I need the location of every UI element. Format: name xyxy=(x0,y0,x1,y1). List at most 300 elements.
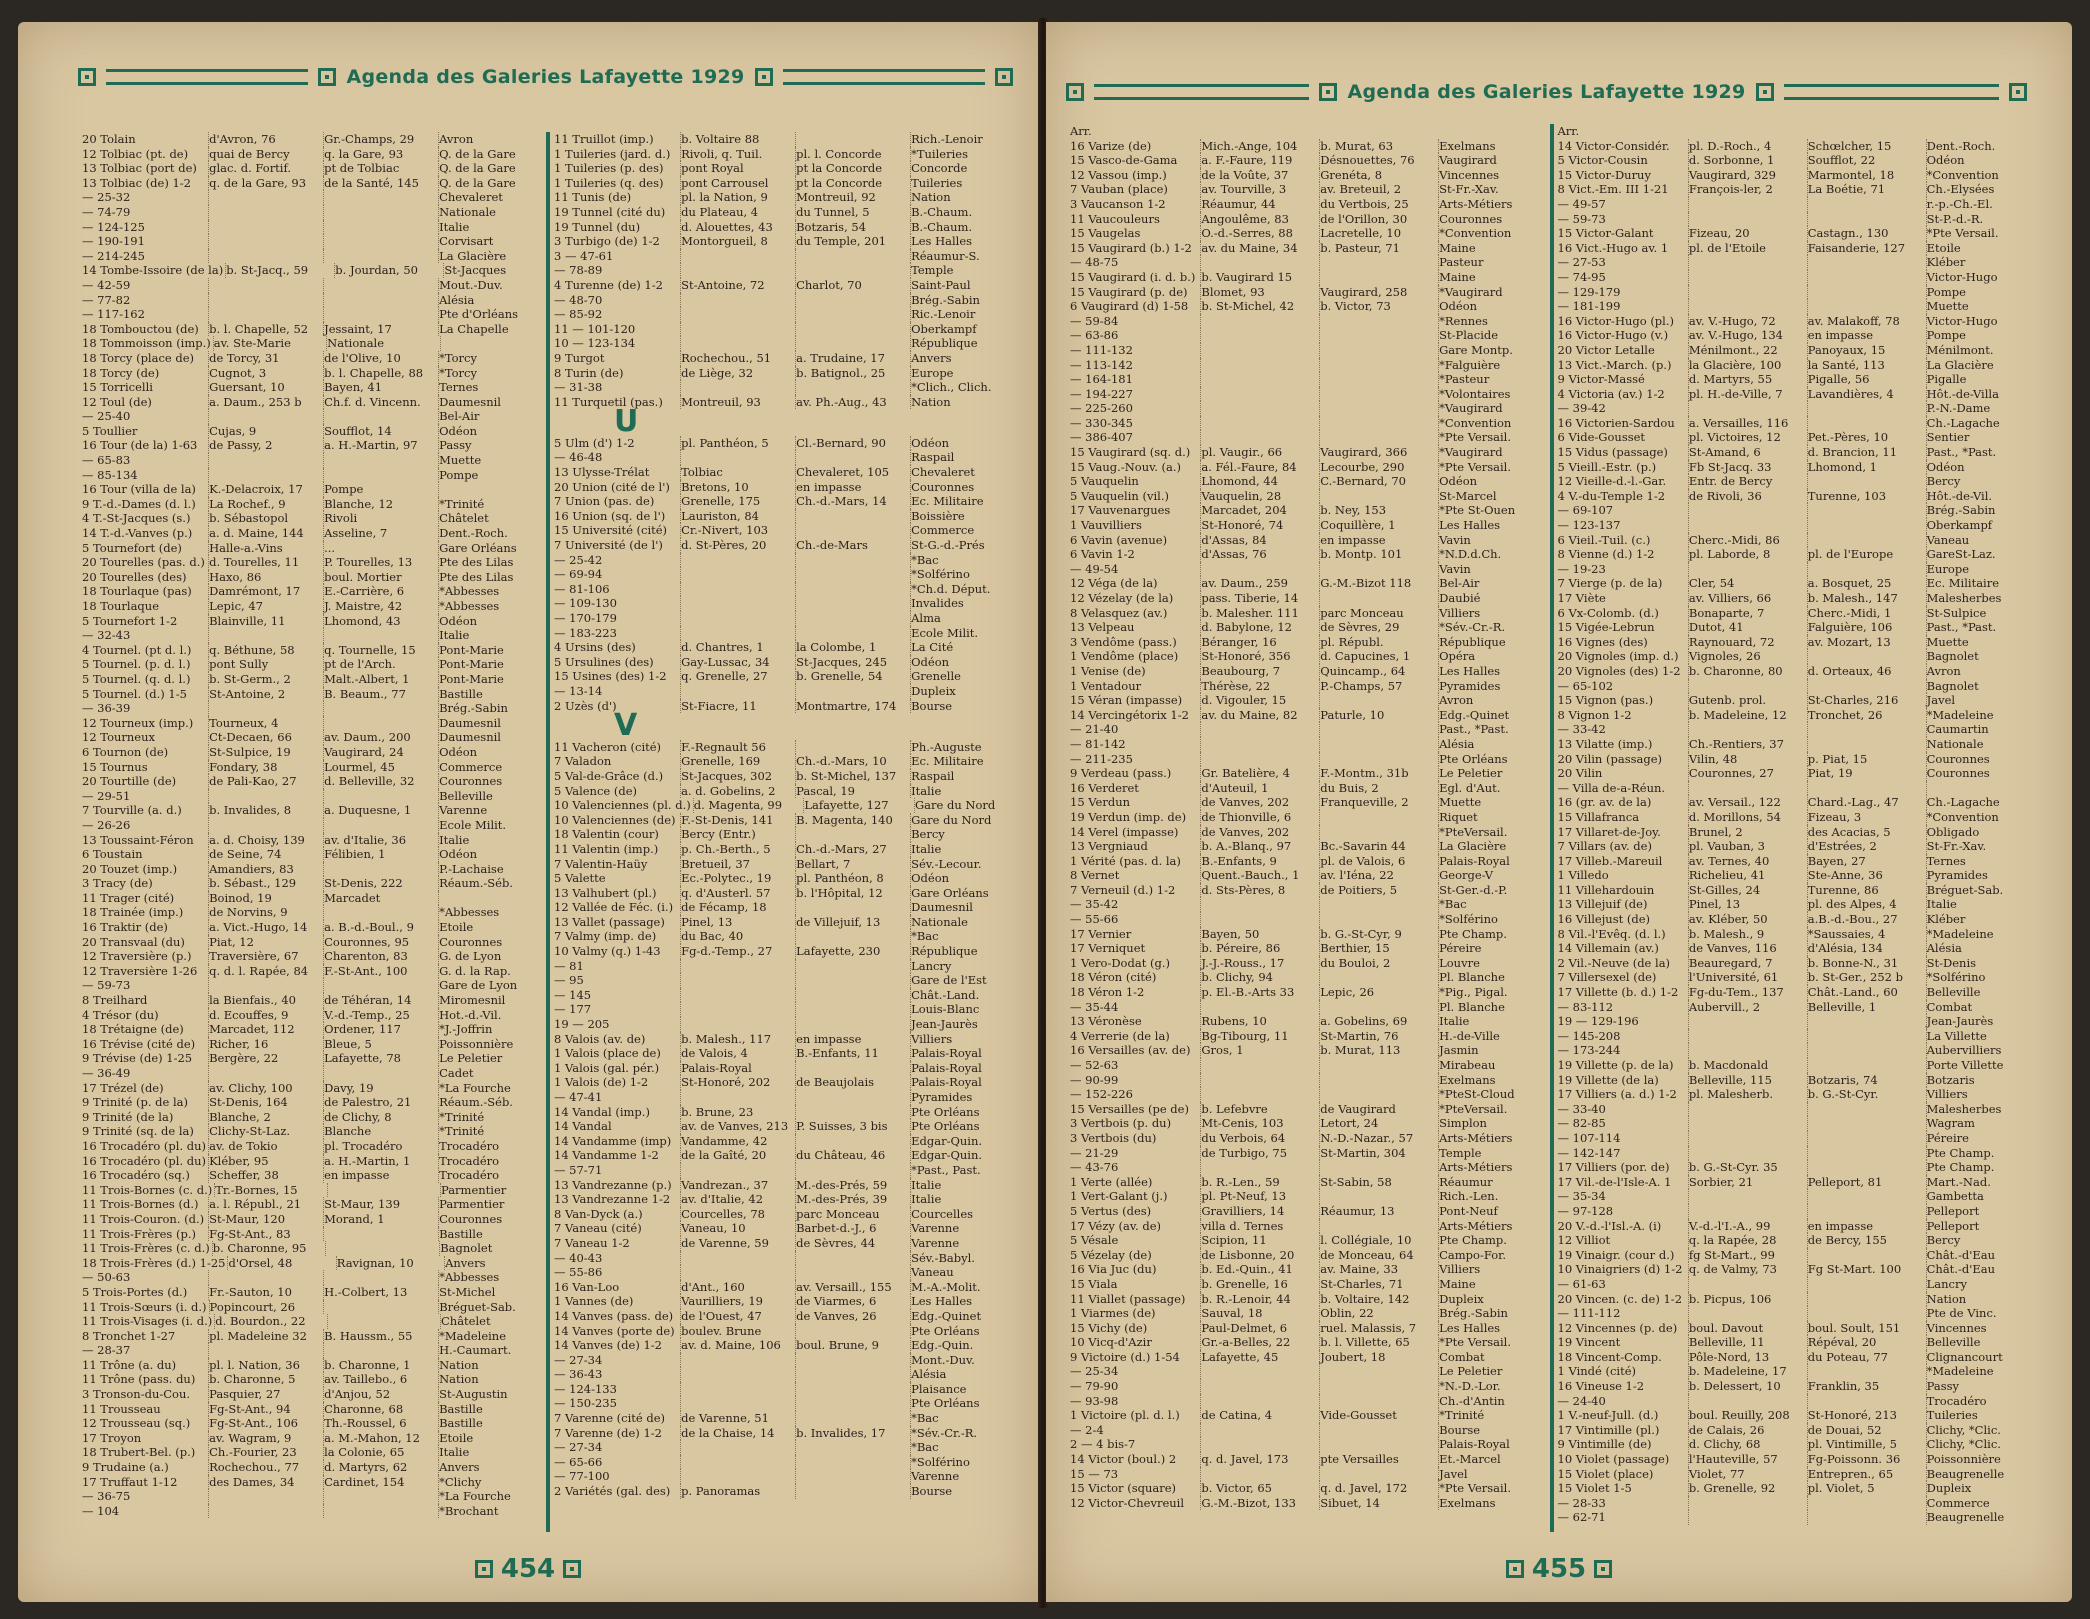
street-end: Asseline, 7 xyxy=(324,526,439,541)
metro-station: *Pte Versail. xyxy=(1439,459,1512,474)
street-end: H.-Colbert, 13 xyxy=(324,1285,439,1300)
street-end xyxy=(1808,1058,1927,1073)
street-name: 15 Viala xyxy=(1070,1277,1201,1292)
metro-station: Pte Champ. xyxy=(1926,1145,1995,1160)
metro-station: Daumesnil xyxy=(911,900,973,915)
street-entry xyxy=(82,1066,542,1081)
street-end xyxy=(324,278,439,293)
street-end: Chevaleret, 105 xyxy=(796,465,911,480)
metro-station: Commerce xyxy=(439,759,503,774)
street-end: B. Haussm., 55 xyxy=(324,1329,439,1344)
street-start: Grenelle, 175 xyxy=(681,494,796,509)
metro-station: Anvers xyxy=(445,1255,486,1270)
street-entry xyxy=(1070,1364,1546,1379)
street-entry xyxy=(554,1061,1014,1076)
street-name: 18 Trubert-Bel. (p.) xyxy=(82,1445,209,1460)
street-start xyxy=(209,1489,324,1504)
street-entry xyxy=(1558,1394,2034,1409)
metro-station: *Convention xyxy=(1439,226,1512,241)
street-name: 18 Torcy (place de) xyxy=(82,351,209,366)
street-name: 5 Victor-Cousin xyxy=(1558,153,1689,168)
metro-station: Obligado xyxy=(1926,824,1980,839)
street-entry xyxy=(82,1227,542,1242)
street-start: d. Clichy, 68 xyxy=(1689,1437,1808,1452)
street-entry xyxy=(82,322,542,337)
street-name: 1 Tuileries (q. des) xyxy=(554,176,681,191)
metro-station: *N.-D.-Lor. xyxy=(1439,1379,1501,1394)
street-end: la Colonie, 65 xyxy=(324,1445,439,1460)
street-entry xyxy=(1558,387,2034,402)
street-entry xyxy=(1070,212,1546,227)
street-entry xyxy=(1558,460,2034,475)
street-name: 17 Villeb.-Mareuil xyxy=(1558,854,1689,869)
street-name: 4 Victoria (av.) 1-2 xyxy=(1558,387,1689,402)
street-name: 10 Valenciennes (pl. d.) xyxy=(554,798,694,813)
metro-station: Gare Orléans xyxy=(911,885,989,900)
street-end: St-Honoré, 213 xyxy=(1808,1408,1927,1423)
metro-station: Pte Orléans xyxy=(911,1119,980,1134)
street-name: 17 Villette (b. d.) 1-2 xyxy=(1558,985,1689,1000)
street-name: 15 Torricelli xyxy=(82,380,209,395)
metro-station: Ternes xyxy=(1926,853,1966,868)
street-entry xyxy=(82,599,542,614)
street-start: pont Royal xyxy=(681,161,796,176)
street-entry xyxy=(82,351,542,366)
street-end: St-Martin, 76 xyxy=(1320,1029,1439,1044)
street-start xyxy=(1201,722,1320,737)
street-start: a. d. Choisy, 139 xyxy=(209,833,324,848)
street-start: G.-M.-Bizot, 133 xyxy=(1201,1496,1320,1511)
metro-station: Daumesnil xyxy=(439,730,501,745)
street-name: — 48-70 xyxy=(554,293,681,308)
street-name: 16 Tour (de la) 1-63 xyxy=(82,438,209,453)
street-end: ruel. Malassis, 7 xyxy=(1320,1321,1439,1336)
street-end xyxy=(1320,1437,1439,1452)
street-end: b. Invalides, 17 xyxy=(796,1426,911,1441)
street-end: b. Jourdan, 50 xyxy=(335,263,444,278)
street-end xyxy=(1320,1160,1439,1175)
street-entry xyxy=(554,1469,1014,1484)
street-entry xyxy=(1070,576,1546,591)
street-end: pl. Panthéon, 8 xyxy=(796,871,911,886)
street-end: pl. Trocadéro xyxy=(324,1139,439,1154)
metro-station: Commerce xyxy=(911,523,975,538)
street-start xyxy=(681,567,796,582)
street-start: d. Morillons, 54 xyxy=(1689,810,1808,825)
street-entry xyxy=(82,409,542,424)
street-name: 15 Villafranca xyxy=(1558,810,1689,825)
street-start: q. de la Gare, 93 xyxy=(209,176,324,191)
metro-station: Péreire xyxy=(1926,1130,1969,1145)
street-end: du Château, 46 xyxy=(796,1148,911,1163)
metro-station: *Brochant xyxy=(439,1503,499,1518)
street-start xyxy=(681,596,796,611)
street-entry xyxy=(1558,1350,2034,1365)
street-name: 13 Vict.-March. (p.) xyxy=(1558,358,1689,373)
street-end xyxy=(324,307,439,322)
street-end xyxy=(796,380,911,395)
street-start: pl. D.-Roch., 4 xyxy=(1689,139,1808,154)
metro-station: *Torcy xyxy=(439,365,477,380)
street-entry xyxy=(1070,956,1546,971)
street-end: Fg St-Mart. 100 xyxy=(1808,1262,1927,1277)
metro-station: *Bac xyxy=(911,929,939,944)
street-name: 15 Verdun xyxy=(1070,795,1201,810)
street-name: — 111-112 xyxy=(1558,1306,1689,1321)
street-entry xyxy=(1558,766,2034,781)
metro-station: Arts-Métiers xyxy=(1439,1130,1513,1145)
metro-station: La Glacière xyxy=(1926,357,1994,372)
street-entry xyxy=(554,626,1014,641)
metro-station: *Rennes xyxy=(1439,313,1488,328)
street-name: 12 Toul (de) xyxy=(82,395,209,410)
street-entry xyxy=(82,1051,542,1066)
street-end: Bc.-Savarin 44 xyxy=(1320,839,1439,854)
street-start: Mich.-Ange, 104 xyxy=(1201,139,1320,154)
metro-station: Italie xyxy=(911,1177,942,1192)
street-end xyxy=(1320,1467,1439,1482)
street-entry xyxy=(82,1431,542,1446)
street-start xyxy=(1689,1043,1808,1058)
metro-station: St-G.-d.-Prés xyxy=(911,538,985,553)
street-entry xyxy=(82,905,542,920)
street-end: b. Pasteur, 71 xyxy=(1320,241,1439,256)
street-entry xyxy=(554,351,1014,366)
street-start: b. A.-Blanq., 97 xyxy=(1201,839,1320,854)
street-start: St-Amand, 6 xyxy=(1689,445,1808,460)
street-start xyxy=(209,205,324,220)
metro-station: Odéon xyxy=(1439,474,1478,489)
street-name: 16 Varize (de) xyxy=(1070,139,1201,154)
street-entry xyxy=(1558,722,2034,737)
street-name: 11 Villehardouin xyxy=(1558,883,1689,898)
metro-station: Saint-Paul xyxy=(911,277,971,292)
street-start xyxy=(1201,897,1320,912)
street-entry xyxy=(82,161,542,176)
street-entry xyxy=(554,929,1014,944)
street-entry xyxy=(1558,562,2034,577)
street-name: — 43-76 xyxy=(1070,1160,1201,1175)
street-start xyxy=(209,468,324,483)
street-entry xyxy=(82,147,542,162)
street-entry xyxy=(554,1455,1014,1470)
street-entry xyxy=(82,920,542,935)
metro-station: Le Peletier xyxy=(439,1051,503,1066)
street-end: Lecourbe, 290 xyxy=(1320,460,1439,475)
metro-station: Couronnes xyxy=(439,934,503,949)
metro-station: Opéra xyxy=(1439,649,1476,664)
metro-station: Couronnes xyxy=(1926,766,1990,781)
street-end: parc Monceau xyxy=(796,1207,911,1222)
street-entry xyxy=(1558,226,2034,241)
street-name: 8 Van-Dyck (a.) xyxy=(554,1207,681,1222)
metro-station: Victor-Hugo xyxy=(1926,269,1998,284)
metro-station: Edgar-Quin. xyxy=(911,1133,983,1148)
street-start: Rochechou., 77 xyxy=(209,1460,324,1475)
metro-station: Pte d'Orléans xyxy=(439,307,519,322)
street-name: 17 Villaret-de-Joy. xyxy=(1558,825,1689,840)
street-start: b. Invalides, 8 xyxy=(209,803,324,818)
street-start: J.-J.-Rouss., 17 xyxy=(1201,956,1320,971)
street-entry xyxy=(554,436,1014,451)
street-name: — 31-38 xyxy=(554,380,681,395)
street-end: b. Ney, 153 xyxy=(1320,503,1439,518)
street-name: 9 Victoire (d.) 1-54 xyxy=(1070,1350,1201,1365)
metro-station: *Madeleine xyxy=(439,1328,507,1343)
street-end: Bayen, 27 xyxy=(1808,854,1927,869)
street-entry xyxy=(1558,1277,2034,1292)
street-start: q. d'Austerl. 57 xyxy=(681,886,796,901)
street-start: Pinel, 13 xyxy=(1689,897,1808,912)
metro-station: M.-A.-Molit. xyxy=(911,1279,981,1294)
metro-station: *Convention xyxy=(1926,809,1999,824)
street-entry xyxy=(1558,854,2034,869)
street-name: 10 Vicq-d'Azir xyxy=(1070,1335,1201,1350)
street-start: d. Ecouffes, 9 xyxy=(209,1008,324,1023)
metro-station: *Pte Versail. xyxy=(1439,430,1512,445)
street-entry xyxy=(1558,489,2034,504)
street-name: 1 Victoire (pl. d. l.) xyxy=(1070,1408,1201,1423)
street-end: Entrepren., 65 xyxy=(1808,1467,1927,1482)
metro-station: Palais-Royal xyxy=(911,1046,982,1061)
street-start: b. Victor, 65 xyxy=(1201,1481,1320,1496)
street-entry xyxy=(1558,1364,2034,1379)
street-start xyxy=(209,978,324,993)
street-name: — 170-179 xyxy=(554,611,681,626)
street-end: Castagn., 130 xyxy=(1808,226,1927,241)
street-end xyxy=(324,1227,439,1242)
street-end xyxy=(1808,1292,1927,1307)
street-entry xyxy=(1070,1233,1546,1248)
street-start: Gravilliers, 14 xyxy=(1201,1204,1320,1219)
street-start: Scipion, 11 xyxy=(1201,1233,1320,1248)
street-entry xyxy=(82,468,542,483)
street-name: 11 Valentin (imp.) xyxy=(554,842,681,857)
street-name: 17 Villiers (a. d.) 1-2 xyxy=(1558,1087,1689,1102)
metro-station: Et.-Marcel xyxy=(1439,1452,1501,1467)
street-end: St-Charles, 71 xyxy=(1320,1277,1439,1292)
street-entry xyxy=(1558,1292,2034,1307)
street-name: — 74-79 xyxy=(82,205,209,220)
street-end: Bellart, 7 xyxy=(796,857,911,872)
street-name: 15 — 73 xyxy=(1070,1467,1201,1482)
metro-station: Odéon xyxy=(439,744,478,759)
street-entry xyxy=(554,278,1014,293)
metro-station: Concorde xyxy=(911,161,968,176)
metro-station: *Solférino xyxy=(911,1454,970,1469)
street-end: a.B.-d.-Bou., 27 xyxy=(1808,912,1927,927)
street-name: 11 Trône (a. du) xyxy=(82,1358,209,1373)
street-start: Ch.-Fourier, 23 xyxy=(209,1445,324,1460)
street-start xyxy=(209,278,324,293)
metro-station: Pte Champ. xyxy=(1926,1160,1995,1175)
street-entry xyxy=(1070,606,1546,621)
street-start xyxy=(1689,1131,1808,1146)
street-entry xyxy=(82,438,542,453)
street-name: 3 Vaucanson 1-2 xyxy=(1070,197,1201,212)
street-entry xyxy=(1558,664,2034,679)
street-end xyxy=(1808,1394,1927,1409)
street-name: 14 Victor (boul.) 2 xyxy=(1070,1452,1201,1467)
street-entry xyxy=(554,161,1014,176)
street-start: a. F.-Faure, 119 xyxy=(1201,153,1320,168)
street-name: 13 Tolbiac (de) 1-2 xyxy=(82,176,209,191)
street-start: b. Voltaire 88 xyxy=(681,132,796,147)
street-start xyxy=(1201,416,1320,431)
street-name: 16 Trocadéro (pl. du) xyxy=(82,1139,209,1154)
street-name: 13 Vandrezanne (p.) xyxy=(554,1178,681,1193)
street-name: 20 Tourelles (pas. d.) xyxy=(82,555,209,570)
metro-station: Ec. Militaire xyxy=(911,494,984,509)
street-name: — 330-345 xyxy=(1070,416,1201,431)
street-start: a. Fél.-Faure, 84 xyxy=(1201,460,1320,475)
metro-station: St-P.-d.-R. xyxy=(1926,211,1984,226)
street-name: 6 Tournon (de) xyxy=(82,745,209,760)
street-name: 15 Université (cité) xyxy=(554,523,681,538)
street-end: l. Collégiale, 10 xyxy=(1320,1233,1439,1248)
street-name: 16 Trocadéro (pl. du) xyxy=(82,1154,209,1169)
street-name: 5 Vieill.-Estr. (p.) xyxy=(1558,460,1689,475)
street-entry xyxy=(1070,1394,1546,1409)
street-name: 16 Van-Loo xyxy=(554,1280,681,1295)
page-number: 455 xyxy=(1531,1554,1587,1584)
street-name: — 82-85 xyxy=(1558,1116,1689,1131)
street-end: b. Batignol., 25 xyxy=(796,366,911,381)
street-entry xyxy=(1070,868,1546,883)
metro-station: Couronnes xyxy=(1926,751,1990,766)
street-start: de la Chaise, 14 xyxy=(681,1426,796,1441)
street-end xyxy=(1320,387,1439,402)
street-name: — 27-53 xyxy=(1558,255,1689,270)
street-entry xyxy=(1070,1408,1546,1423)
street-end xyxy=(1320,416,1439,431)
street-end: de Téhéran, 14 xyxy=(324,993,439,1008)
metro-station: Pte Champ. xyxy=(1439,926,1507,941)
street-name: — 181-199 xyxy=(1558,299,1689,314)
street-name: 14 Victor-Considér. xyxy=(1558,139,1689,154)
metro-station: Raspail xyxy=(911,450,955,465)
street-entry xyxy=(1070,358,1546,373)
metro-station: Past., *Past. xyxy=(1439,722,1509,737)
street-name: 15 Violet (place) xyxy=(1558,1467,1689,1482)
metro-station: Muette xyxy=(1926,634,1969,649)
street-name: — 50-63 xyxy=(82,1270,209,1285)
street-entry xyxy=(1070,795,1546,810)
street-name: 14 Vandal xyxy=(554,1119,681,1134)
street-entry xyxy=(1558,810,2034,825)
street-name: 6 Toustain xyxy=(82,847,209,862)
ornament-box-icon xyxy=(318,68,336,86)
street-end xyxy=(796,1061,911,1076)
street-entry xyxy=(82,1037,542,1052)
street-start xyxy=(681,959,796,974)
street-name: 16 Via Juc (du) xyxy=(1070,1262,1201,1277)
street-entry xyxy=(1070,1189,1546,1204)
street-name: 16 Victor-Hugo (v.) xyxy=(1558,328,1689,343)
street-start: Gay-Lussac, 34 xyxy=(681,655,796,670)
street-name: — 49-57 xyxy=(1558,197,1689,212)
street-entry xyxy=(1070,1131,1546,1146)
street-start: d. St-Pères, 20 xyxy=(681,538,796,553)
street-name: — 145-208 xyxy=(1558,1029,1689,1044)
street-start xyxy=(681,322,796,337)
metro-station: Passy xyxy=(439,438,472,453)
metro-station: Louis-Blanc xyxy=(911,1002,980,1017)
street-name: 1 Vero-Dodat (g.) xyxy=(1070,956,1201,971)
street-end: Lafayette, 127 xyxy=(804,798,915,813)
street-end: Marcadet xyxy=(324,891,439,906)
street-entry xyxy=(82,1387,542,1402)
street-start: St-Maur, 120 xyxy=(209,1212,324,1227)
metro-station: Edg.-Quinet xyxy=(1439,707,1510,722)
street-end: Schœlcher, 15 xyxy=(1808,139,1927,154)
street-entry xyxy=(1070,781,1546,796)
street-end xyxy=(1808,1102,1927,1117)
metro-station: Pompe xyxy=(1926,284,1966,299)
street-entry xyxy=(554,1207,1014,1222)
street-name: 6 Vavin (avenue) xyxy=(1070,533,1201,548)
street-end: Chât.-Land., 60 xyxy=(1808,985,1927,1000)
street-entry xyxy=(554,1396,1014,1411)
street-name: — 40-43 xyxy=(554,1251,681,1266)
street-end xyxy=(796,1017,911,1032)
ornament-box-icon xyxy=(995,68,1013,86)
street-end: b. Voltaire, 142 xyxy=(1320,1292,1439,1307)
street-start: q. d. l. Rapée, 84 xyxy=(209,964,324,979)
street-name: 16 Tour (villa de la) xyxy=(82,482,209,497)
street-name: 13 Véronèse xyxy=(1070,1014,1201,1029)
street-end: b. l. Villette, 65 xyxy=(1320,1335,1439,1350)
street-start: de Valois, 4 xyxy=(681,1046,796,1061)
street-name: 11 Truillot (imp.) xyxy=(554,132,681,147)
street-start: d. Chantres, 1 xyxy=(681,640,796,655)
street-end: Nationale xyxy=(327,336,440,351)
metro-station: Réaumur-S. xyxy=(911,248,980,263)
street-entry xyxy=(1070,825,1546,840)
street-name: 20 Tolain xyxy=(82,132,209,147)
street-start xyxy=(209,249,324,264)
metro-station: Arts-Métiers xyxy=(1439,1160,1513,1175)
metro-station: *Pig., Pigal. xyxy=(1439,985,1508,1000)
street-name: 11 Trois-Visages (i. d.) xyxy=(82,1314,215,1329)
street-name: 11 Trager (cité) xyxy=(82,891,209,906)
street-end: d. Belleville, 32 xyxy=(324,774,439,789)
metro-station: Raspail xyxy=(911,768,955,783)
street-end: de Poitiers, 5 xyxy=(1320,883,1439,898)
street-entry xyxy=(554,1192,1014,1207)
metro-station: *Vaugirard xyxy=(1439,284,1503,299)
street-start: Cr.-Nivert, 103 xyxy=(681,523,796,538)
street-entry xyxy=(554,553,1014,568)
street-name: 18 Tommoisson (imp.) xyxy=(82,336,214,351)
metro-station: La Glacière xyxy=(439,248,507,263)
street-start xyxy=(209,220,324,235)
street-entry xyxy=(554,1265,1014,1280)
street-name: — 28-37 xyxy=(82,1343,209,1358)
street-end xyxy=(324,1300,439,1315)
street-entry xyxy=(554,611,1014,626)
street-start: Popincourt, 26 xyxy=(210,1300,325,1315)
metro-station: Ménilmont. xyxy=(1926,342,1994,357)
metro-station: Bagnolet xyxy=(1926,649,1979,664)
street-name: 6 Vavin 1-2 xyxy=(1070,547,1201,562)
metro-station: Alésia xyxy=(911,1367,947,1382)
metro-station: Les Halles xyxy=(1439,663,1501,678)
street-entry xyxy=(1558,941,2034,956)
metro-station: Pelleport xyxy=(1926,1218,1980,1233)
metro-station: Odéon xyxy=(439,847,478,862)
street-end xyxy=(324,1343,439,1358)
